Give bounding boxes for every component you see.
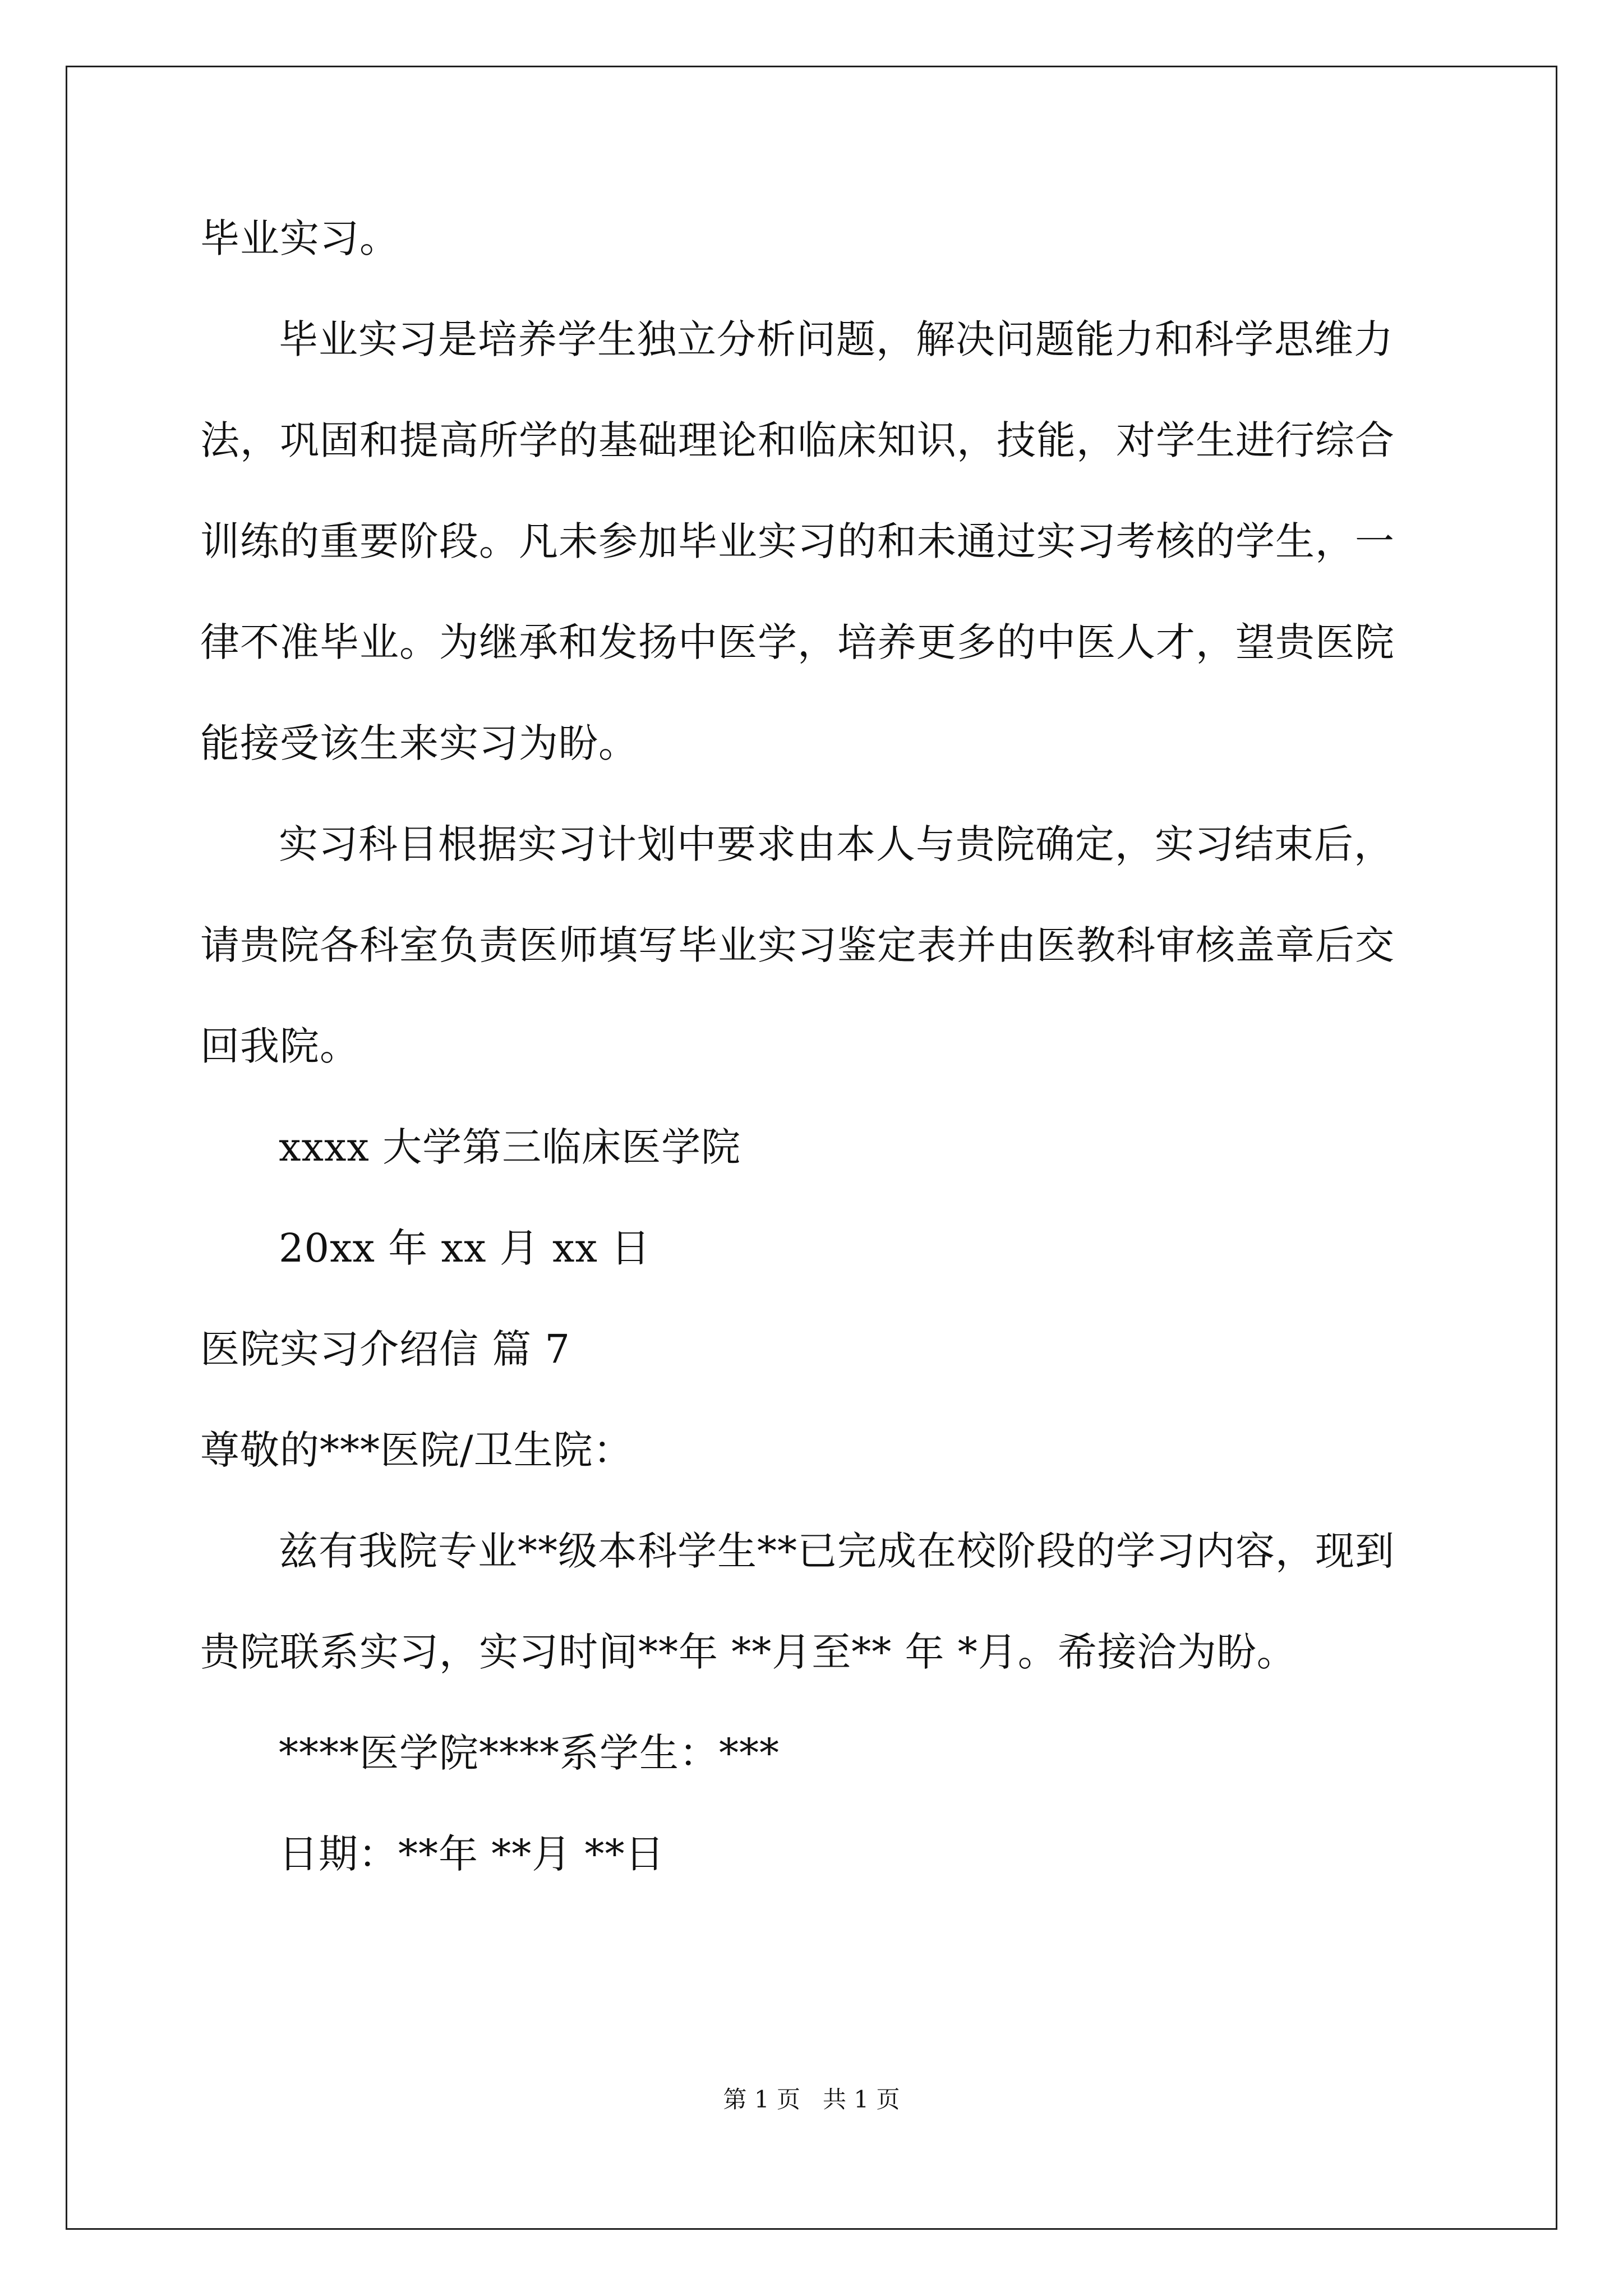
paragraph-line: 法，巩固和提高所学的基础理论和临床知识，技能，对学生进行综合	[200, 417, 1395, 463]
paragraph-line: 律不准毕业。为继承和发扬中医学，培养更多的中医人才，望贵医院	[200, 619, 1395, 665]
paragraph-line: 请贵院各科室负责医师填写毕业实习鉴定表并由医教科审核盖章后交	[200, 922, 1395, 968]
text-line: 毕业实习。	[200, 215, 399, 261]
salutation: 尊敬的***医院/卫生院：	[200, 1427, 633, 1473]
paragraph-line: 毕业实习是培养学生独立分析问题，解决问题能力和科学思维力	[279, 316, 1394, 362]
paragraph-line: 贵院联系实习，实习时间**年 **月至** 年 *月。希接洽为盼。	[200, 1629, 1297, 1675]
signature-institution: xxxx 大学第三临床医学院	[279, 1124, 741, 1170]
section-heading: 医院实习介绍信 篇 7	[200, 1326, 571, 1372]
paragraph-line: 实习科目根据实习计划中要求由本人与贵院确定，实习结束后，	[279, 821, 1394, 867]
page-footer: 第 1 页 共 1 页	[723, 2086, 900, 2113]
paragraph-line: 能接受该生来实习为盼。	[200, 720, 638, 766]
signature-date: 日期：**年 **月 **日	[279, 1831, 665, 1877]
signature-student: ****医学院****系学生：***	[279, 1730, 780, 1776]
paragraph-line: 兹有我院专业**级本科学生**已完成在校阶段的学习内容，现到	[279, 1528, 1395, 1574]
signature-date: 20xx 年 xx 月 xx 日	[279, 1225, 651, 1271]
paragraph-line: 训练的重要阶段。凡未参加毕业实习的和未通过实习考核的学生，一	[200, 518, 1395, 564]
paragraph-line: 回我院。	[200, 1023, 359, 1069]
